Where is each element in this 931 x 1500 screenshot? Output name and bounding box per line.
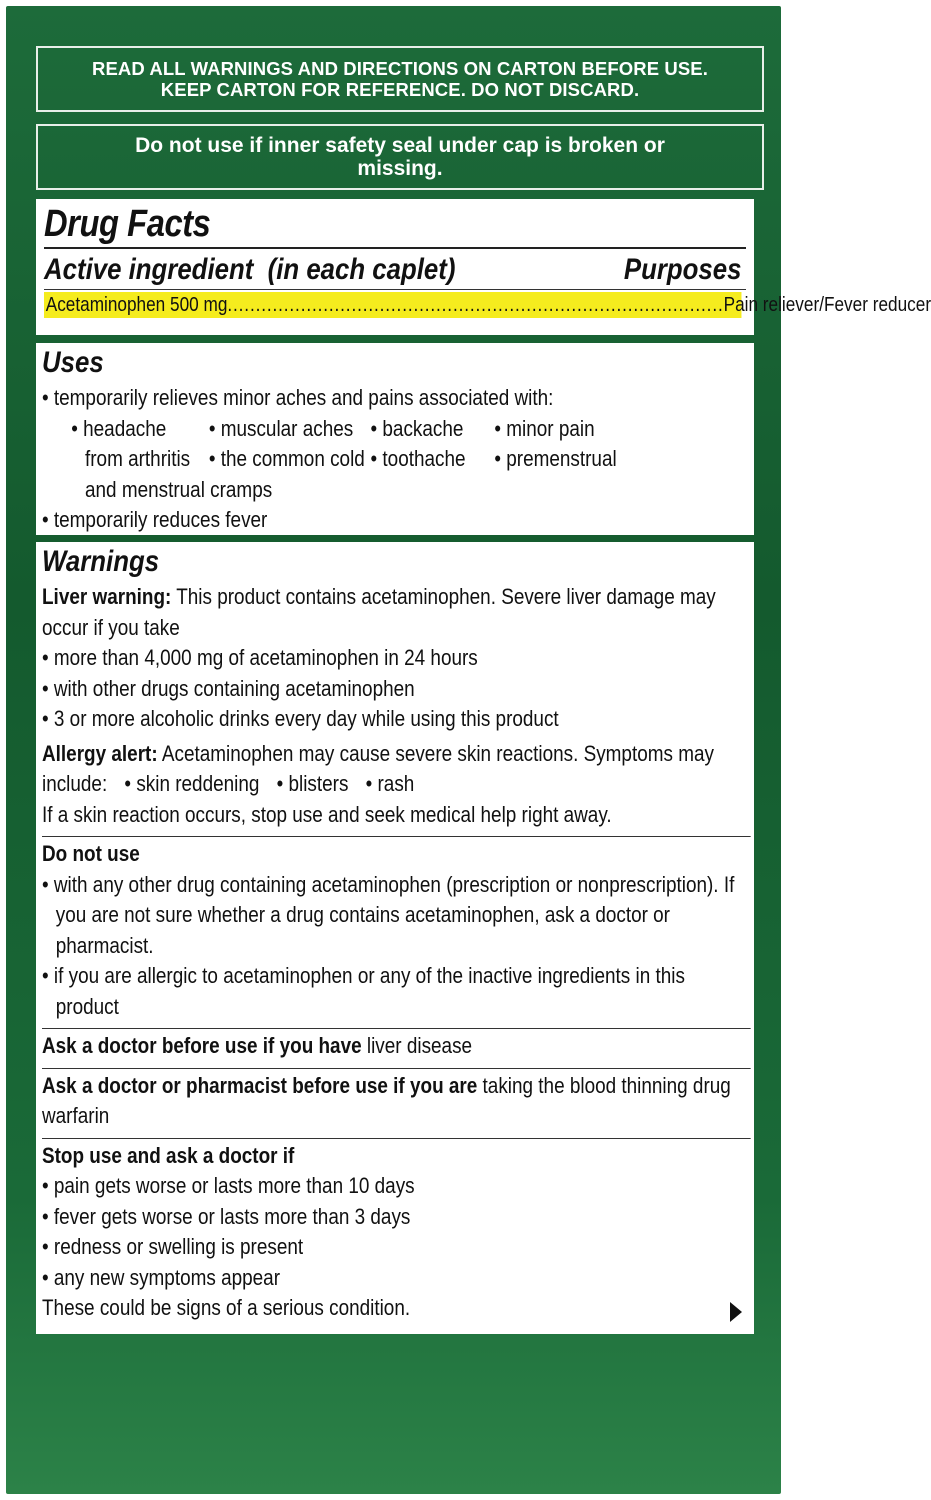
ask-doctor-text: liver disease xyxy=(361,1033,473,1058)
allergy-alert xyxy=(42,739,751,800)
ingredient-row xyxy=(44,292,931,318)
safety-seal-text: Do not use if inner safety seal under cap is broken or missing. xyxy=(135,134,665,180)
read-warnings-banner xyxy=(36,46,764,112)
ingredient-purpose: Pain reliever/Fever reducer xyxy=(723,294,931,316)
uses-fever: • temporarily reduces fever xyxy=(42,505,751,536)
uses-intro: • temporarily relieves minor aches and pains associated with: xyxy=(42,383,751,414)
continue-arrow-icon xyxy=(730,1302,742,1322)
warnings-panel xyxy=(36,542,754,1334)
liver-bullet-3: • 3 or more alcoholic drinks every day while using this product xyxy=(42,704,751,735)
active-ingredient-header xyxy=(44,249,741,289)
ask-doctor xyxy=(42,1031,751,1062)
do-not-use-bullet-1: • with any other drug containing acetaminophen (prescription or nonprescription). If you are not sure whether a drug contains acetaminophen, ask a doctor or pharmacist. xyxy=(42,870,751,962)
allergy-alert-label: Allergy alert: xyxy=(42,740,158,766)
stop-use-heading: Stop use and ask a doctor if xyxy=(42,1142,295,1168)
read-warnings-line1: READ ALL WARNINGS AND DIRECTIONS ON CARTON BEFORE USE. xyxy=(92,58,708,79)
purposes-heading: Purposes xyxy=(623,253,742,286)
stop-bullet-2: • fever gets worse or lasts more than 3 days xyxy=(42,1202,751,1233)
uses-panel xyxy=(36,343,754,535)
do-not-use-heading: Do not use xyxy=(42,841,140,866)
stop-bullet-3: • redness or swelling is present xyxy=(42,1232,751,1263)
ingredient-rule xyxy=(44,289,746,290)
ask-pharmacist-text: taking the blood thinning drug warfarin xyxy=(42,1072,731,1128)
stop-bullet-4: • any new symptoms appear xyxy=(42,1263,751,1294)
use-common-cold: • the common cold xyxy=(209,444,371,475)
symptom-blisters: • blisters xyxy=(277,771,349,796)
liver-warning-label: Liver warning: xyxy=(42,584,172,609)
ask-pharmacist-label: Ask a doctor or pharmacist before use if you are xyxy=(42,1072,478,1098)
stop-use-after: These could be signs of a serious condition. xyxy=(42,1295,411,1320)
liver-warning-text: This product contains acetaminophen. Severe liver damage may occur if you take xyxy=(42,584,716,640)
active-ingredient-heading: Active ingredient (in each caplet) xyxy=(44,253,456,286)
liver-bullet-1: • more than 4,000 mg of acetaminophen in 24 hours xyxy=(42,643,751,674)
read-warnings-line2: KEEP CARTON FOR REFERENCE. DO NOT DISCARD. xyxy=(160,79,640,100)
use-minor-pain: • minor pain xyxy=(494,414,632,445)
allergy-after: If a skin reaction occurs, stop use and seek medical help right away. xyxy=(42,801,612,827)
use-from-arthritis: from arthritis xyxy=(85,446,191,471)
uses-list xyxy=(42,414,751,506)
use-backache: • backache xyxy=(371,414,495,445)
ask-doctor-label: Ask a doctor before use if you have xyxy=(42,1033,362,1058)
section-divider xyxy=(42,836,751,837)
warnings-title: Warnings xyxy=(42,545,160,578)
ingredient-name: Acetaminophen 500 mg xyxy=(45,294,228,316)
liver-warning xyxy=(42,582,751,643)
use-muscular-aches: • muscular aches xyxy=(209,414,371,445)
use-toothache: • toothache xyxy=(371,444,495,475)
use-premenstrual: • premenstrual xyxy=(494,444,632,475)
section-divider xyxy=(42,1138,751,1139)
allergy-alert-text: Acetaminophen may cause severe skin reactions. Symptoms may include: xyxy=(42,740,714,796)
symptom-rash: • rash xyxy=(366,771,415,796)
use-menstrual-cramps: and menstrual cramps xyxy=(85,476,273,502)
section-divider xyxy=(42,1068,751,1069)
uses-title: Uses xyxy=(42,346,104,379)
symptom-skin-reddening: • skin reddening xyxy=(124,771,259,796)
drug-facts-title: Drug Facts xyxy=(44,203,211,245)
do-not-use-bullet-2: • if you are allergic to acetaminophen or any of the inactive ingredients in this product xyxy=(42,961,751,1022)
section-divider xyxy=(42,1028,751,1029)
use-headache: • headache xyxy=(71,414,209,445)
drug-facts-panel xyxy=(36,199,931,335)
safety-seal-banner xyxy=(36,124,764,190)
ask-pharmacist xyxy=(42,1071,751,1132)
stop-bullet-1: • pain gets worse or lasts more than 10 days xyxy=(42,1171,751,1202)
leader-dots: ........................................................................................ xyxy=(227,294,724,316)
liver-bullet-2: • with other drugs containing acetaminophen xyxy=(42,674,751,705)
